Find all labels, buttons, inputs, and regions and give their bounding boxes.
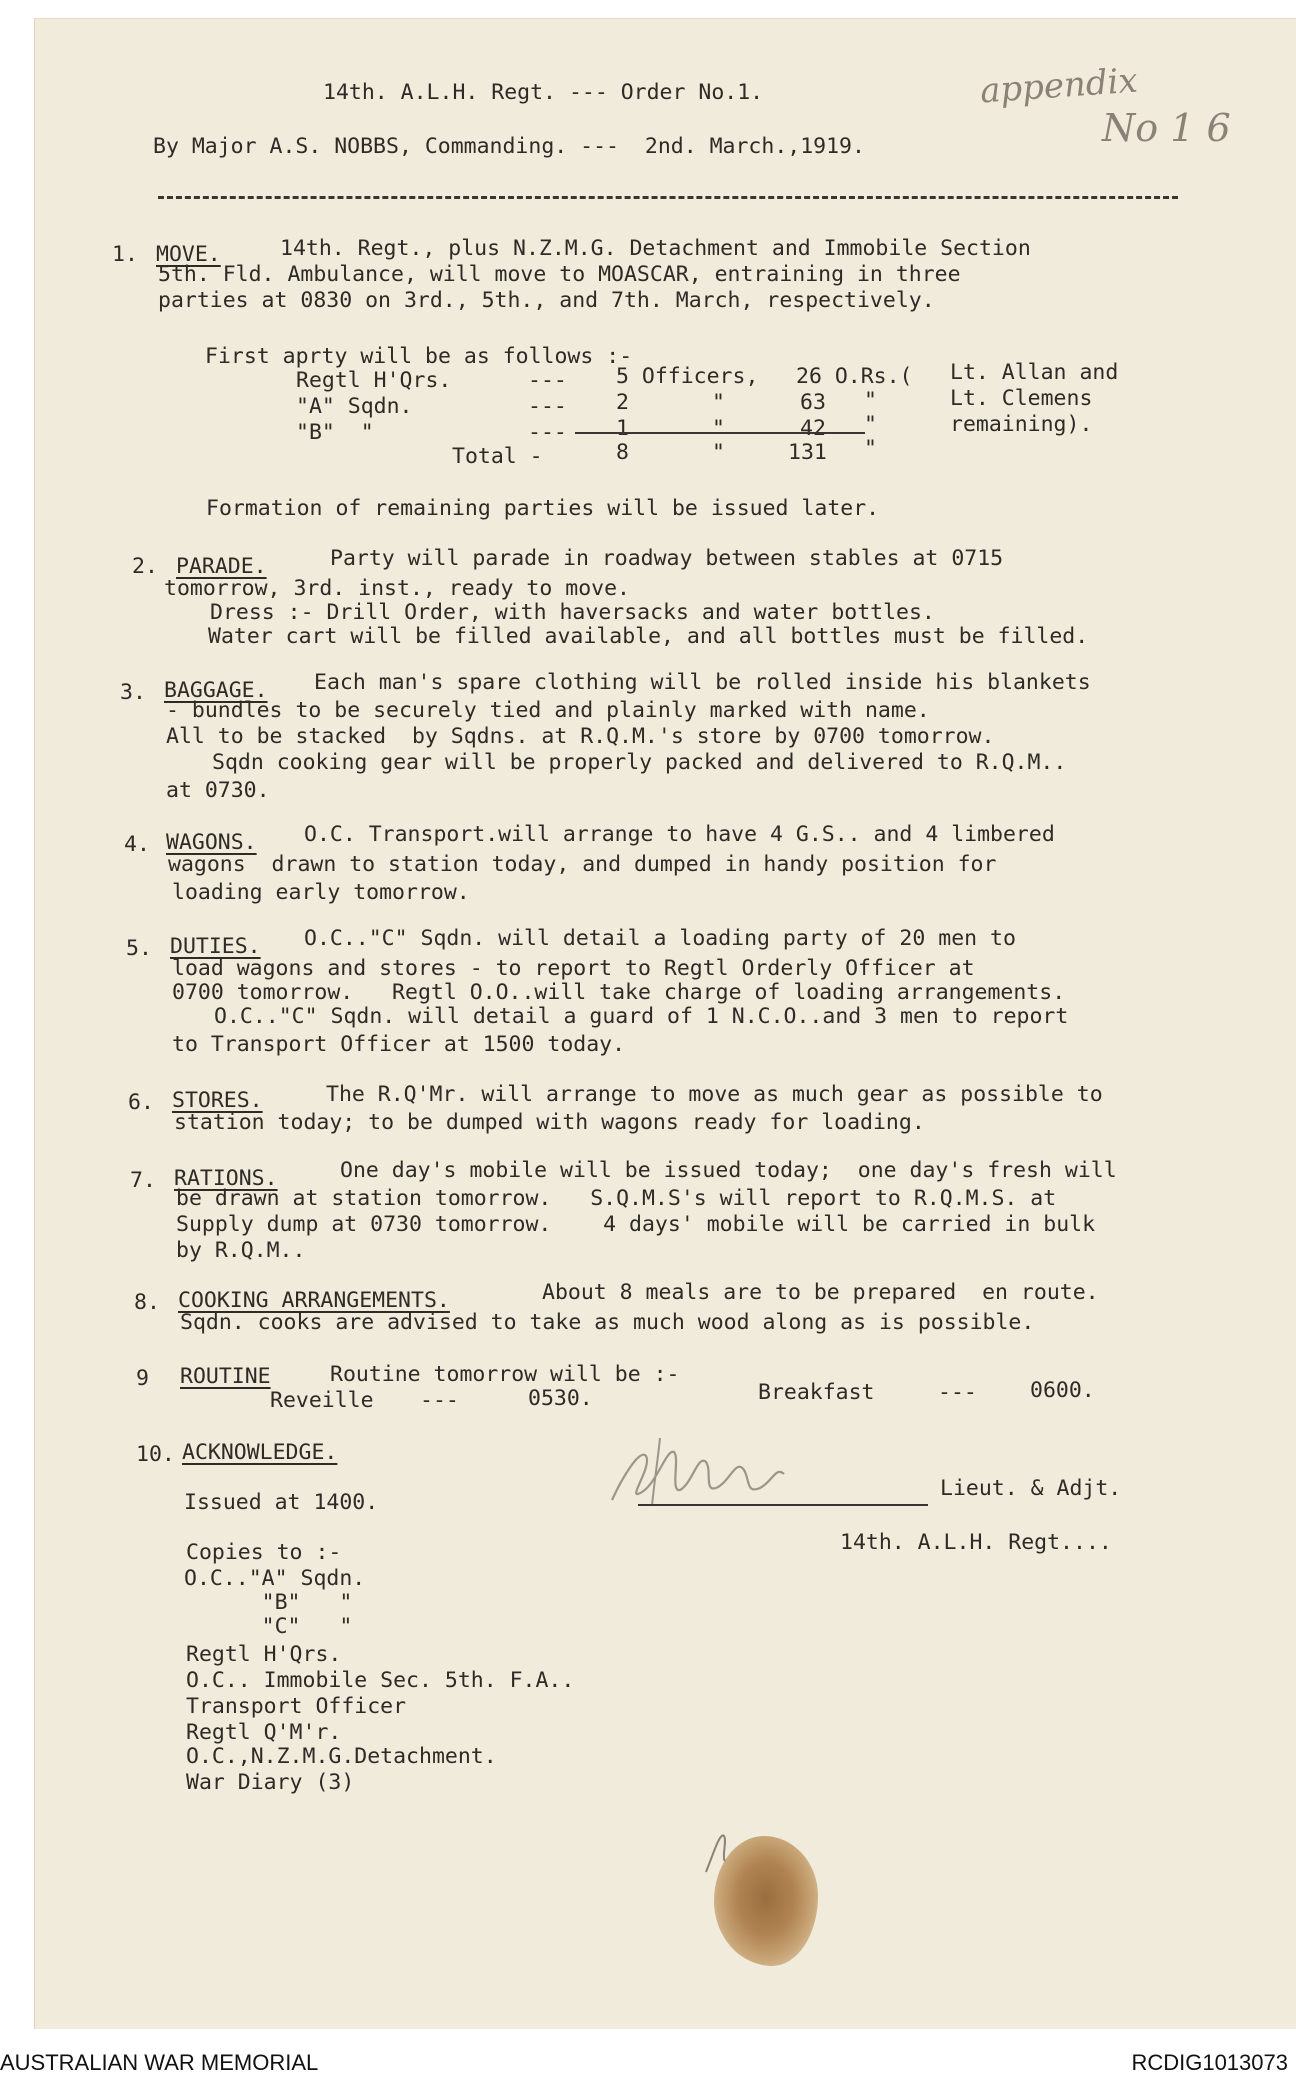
section-heading-rations: RATIONS.: [174, 1166, 278, 1191]
row-ditto: ": [864, 412, 877, 437]
row-officers: 2: [616, 390, 629, 415]
row-unit: "B" ": [296, 420, 374, 445]
move-line-1: 14th. Regt., plus N.Z.M.G. Detachment and Immobile Section: [280, 236, 1031, 261]
list-item: "B" ": [184, 1590, 353, 1615]
signatory-unit: 14th. A.L.H. Regt....: [840, 1530, 1112, 1555]
header-divider: [158, 196, 1178, 199]
section-number-5: 5.: [126, 936, 152, 961]
section-number-1: 1.: [112, 242, 138, 267]
footer-archive: AUSTRALIAN WAR MEMORIAL: [0, 2050, 319, 2075]
total-rule: [575, 432, 865, 434]
total-ditto: ": [712, 440, 725, 465]
baggage-line-4: Sqdn cooking gear will be properly packed and delivered to R.Q.M..: [212, 750, 1067, 775]
baggage-line-5: at 0730.: [166, 778, 270, 803]
duties-line-1: O.C.."C" Sqdn. will detail a loading party of 20 men to: [304, 926, 1016, 951]
breakfast-time: 0600.: [1030, 1378, 1095, 1403]
list-item: "C" ": [184, 1614, 353, 1639]
formation-note: Formation of remaining parties will be issued later.: [206, 496, 880, 521]
baggage-line-2: - bundles to be securely tied and plainly marked with name.: [166, 698, 930, 723]
reveille-label: Reveille: [270, 1388, 374, 1413]
section-heading-wagons: WAGONS.: [166, 830, 257, 855]
section-heading-move: MOVE.: [156, 242, 221, 267]
stores-line-2: station today; to be dumped with wagons ready for loading.: [174, 1110, 925, 1135]
section-number-2: 2.: [132, 554, 158, 579]
row-ditto: ": [864, 388, 877, 413]
section-number-4: 4.: [124, 832, 150, 857]
signature-scrawl: [600, 1418, 800, 1518]
list-item: Transport Officer: [186, 1694, 407, 1719]
footer-record-id: RCDIG1013073: [1131, 2050, 1288, 2075]
duties-line-2: load wagons and stores - to report to Regtl Orderly Officer at: [172, 956, 975, 981]
reveille-time: 0530.: [528, 1386, 593, 1411]
list-item: O.C.. Immobile Sec. 5th. F.A..: [186, 1668, 575, 1693]
row-officers: 1: [616, 416, 629, 441]
list-item: War Diary (3): [186, 1770, 355, 1795]
parade-line-4: Water cart will be filled available, and all bottles must be filled.: [208, 624, 1089, 649]
row-ors: 26 O.Rs.(: [796, 364, 913, 389]
routine-line-1: Routine tomorrow will be :-: [330, 1362, 680, 1387]
row-dash: ---: [528, 368, 567, 393]
cooking-line-1: About 8 meals are to be prepared en route.: [542, 1280, 1099, 1305]
section-number-8: 8.: [134, 1290, 160, 1315]
signature-line: [638, 1504, 928, 1506]
row-ditto: ": [712, 390, 725, 415]
section-heading-routine: ROUTINE: [180, 1364, 271, 1389]
section-heading-cooking: COOKING ARRANGEMENTS.: [178, 1288, 450, 1313]
wagons-line-3: loading early tomorrow.: [172, 880, 470, 905]
section-number-6: 6.: [128, 1090, 154, 1115]
section-heading-duties: DUTIES.: [170, 934, 261, 959]
list-item: O.C.."A" Sqdn.: [184, 1566, 366, 1591]
wagons-line-1: O.C. Transport.will arrange to have 4 G.S.. and 4 limbered: [304, 822, 1055, 847]
issued-time: Issued at 1400.: [184, 1490, 379, 1515]
section-heading-stores: STORES.: [172, 1088, 263, 1113]
row-note: remaining).: [950, 412, 1093, 437]
order-title: 14th. A.L.H. Regt. --- Order No.1.: [323, 80, 764, 105]
handwritten-appendix: appendix: [978, 60, 1139, 112]
row-ors: 63: [800, 390, 826, 415]
row-dash: ---: [528, 394, 567, 419]
wagons-line-2: wagons drawn to station today, and dumped in handy position for: [168, 852, 997, 877]
rations-line-2: be drawn at station tomorrow. S.Q.M.S's will report to R.Q.M.S. at: [176, 1186, 1057, 1211]
total-officers: 8: [616, 440, 629, 465]
duties-line-3: 0700 tomorrow. Regtl O.O..will take charge of loading arrangements.: [172, 980, 1066, 1005]
list-item: Regtl H'Qrs.: [186, 1642, 342, 1667]
row-unit: "A" Sqdn.: [296, 394, 413, 419]
move-line-2: 5th. Fld. Ambulance, will move to MOASCAR, entraining in three: [158, 262, 961, 287]
row-dash: ---: [528, 420, 567, 445]
row-note: Lt. Clemens: [950, 386, 1093, 411]
list-item: O.C.,N.Z.M.G.Detachment.: [186, 1744, 497, 1769]
breakfast-label: Breakfast: [758, 1380, 875, 1405]
row-unit: Regtl H'Qrs.: [296, 368, 452, 393]
baggage-line-3: All to be stacked by Sqdns. at R.Q.M.'s store by 0700 tomorrow.: [166, 724, 995, 749]
parade-line-2: tomorrow, 3rd. inst., ready to move.: [164, 576, 630, 601]
section-heading-acknowledge: ACKNOWLEDGE.: [182, 1440, 338, 1465]
signatory-title: Lieut. & Adjt.: [940, 1476, 1122, 1501]
duties-line-4: O.C.."C" Sqdn. will detail a guard of 1 N.C.O..and 3 men to report: [214, 1004, 1069, 1029]
handwritten-appendix-number: No 1 6: [1102, 106, 1231, 150]
row-note: Lt. Allan and: [950, 360, 1119, 385]
reveille-dash: ---: [420, 1388, 459, 1413]
total-label: Total -: [452, 444, 543, 469]
rations-line-3: Supply dump at 0730 tomorrow. 4 days' mobile will be carried in bulk: [176, 1212, 1096, 1237]
order-byline: By Major A.S. NOBBS, Commanding. --- 2nd. March.,1919.: [153, 134, 865, 159]
stores-line-1: The R.Q'Mr. will arrange to move as much gear as possible to: [326, 1082, 1103, 1107]
row-ditto: ": [712, 416, 725, 441]
section-heading-baggage: BAGGAGE.: [164, 678, 268, 703]
section-number-7: 7.: [130, 1168, 156, 1193]
first-party-intro: First aprty will be as follows :-: [205, 344, 633, 369]
parade-line-3: Dress :- Drill Order, with haversacks and water bottles.: [210, 600, 935, 625]
total-ors: 131: [788, 440, 827, 465]
baggage-line-1: Each man's spare clothing will be rolled inside his blankets: [314, 670, 1091, 695]
section-number-3: 3.: [120, 680, 146, 705]
move-line-3: parties at 0830 on 3rd., 5th., and 7th. March, respectively.: [158, 288, 935, 313]
row-officers: 5 Officers,: [616, 364, 759, 389]
section-heading-parade: PARADE.: [176, 554, 267, 579]
section-number-9: 9: [136, 1366, 149, 1391]
section-number-10: 10.: [136, 1442, 175, 1467]
row-ors: 42: [800, 416, 826, 441]
parade-line-1: Party will parade in roadway between stables at 0715: [330, 546, 1004, 571]
list-item: Regtl Q'M'r.: [186, 1720, 342, 1745]
rations-line-1: One day's mobile will be issued today; one day's fresh will: [340, 1158, 1117, 1183]
total-ditto: ": [864, 436, 877, 461]
copies-heading: Copies to :-: [186, 1540, 342, 1565]
breakfast-dash: ---: [938, 1380, 977, 1405]
cooking-line-2: Sqdn. cooks are advised to take as much wood along as is possible.: [180, 1310, 1035, 1335]
rations-line-4: by R.Q.M..: [176, 1238, 306, 1263]
duties-line-5: to Transport Officer at 1500 today.: [172, 1032, 626, 1057]
